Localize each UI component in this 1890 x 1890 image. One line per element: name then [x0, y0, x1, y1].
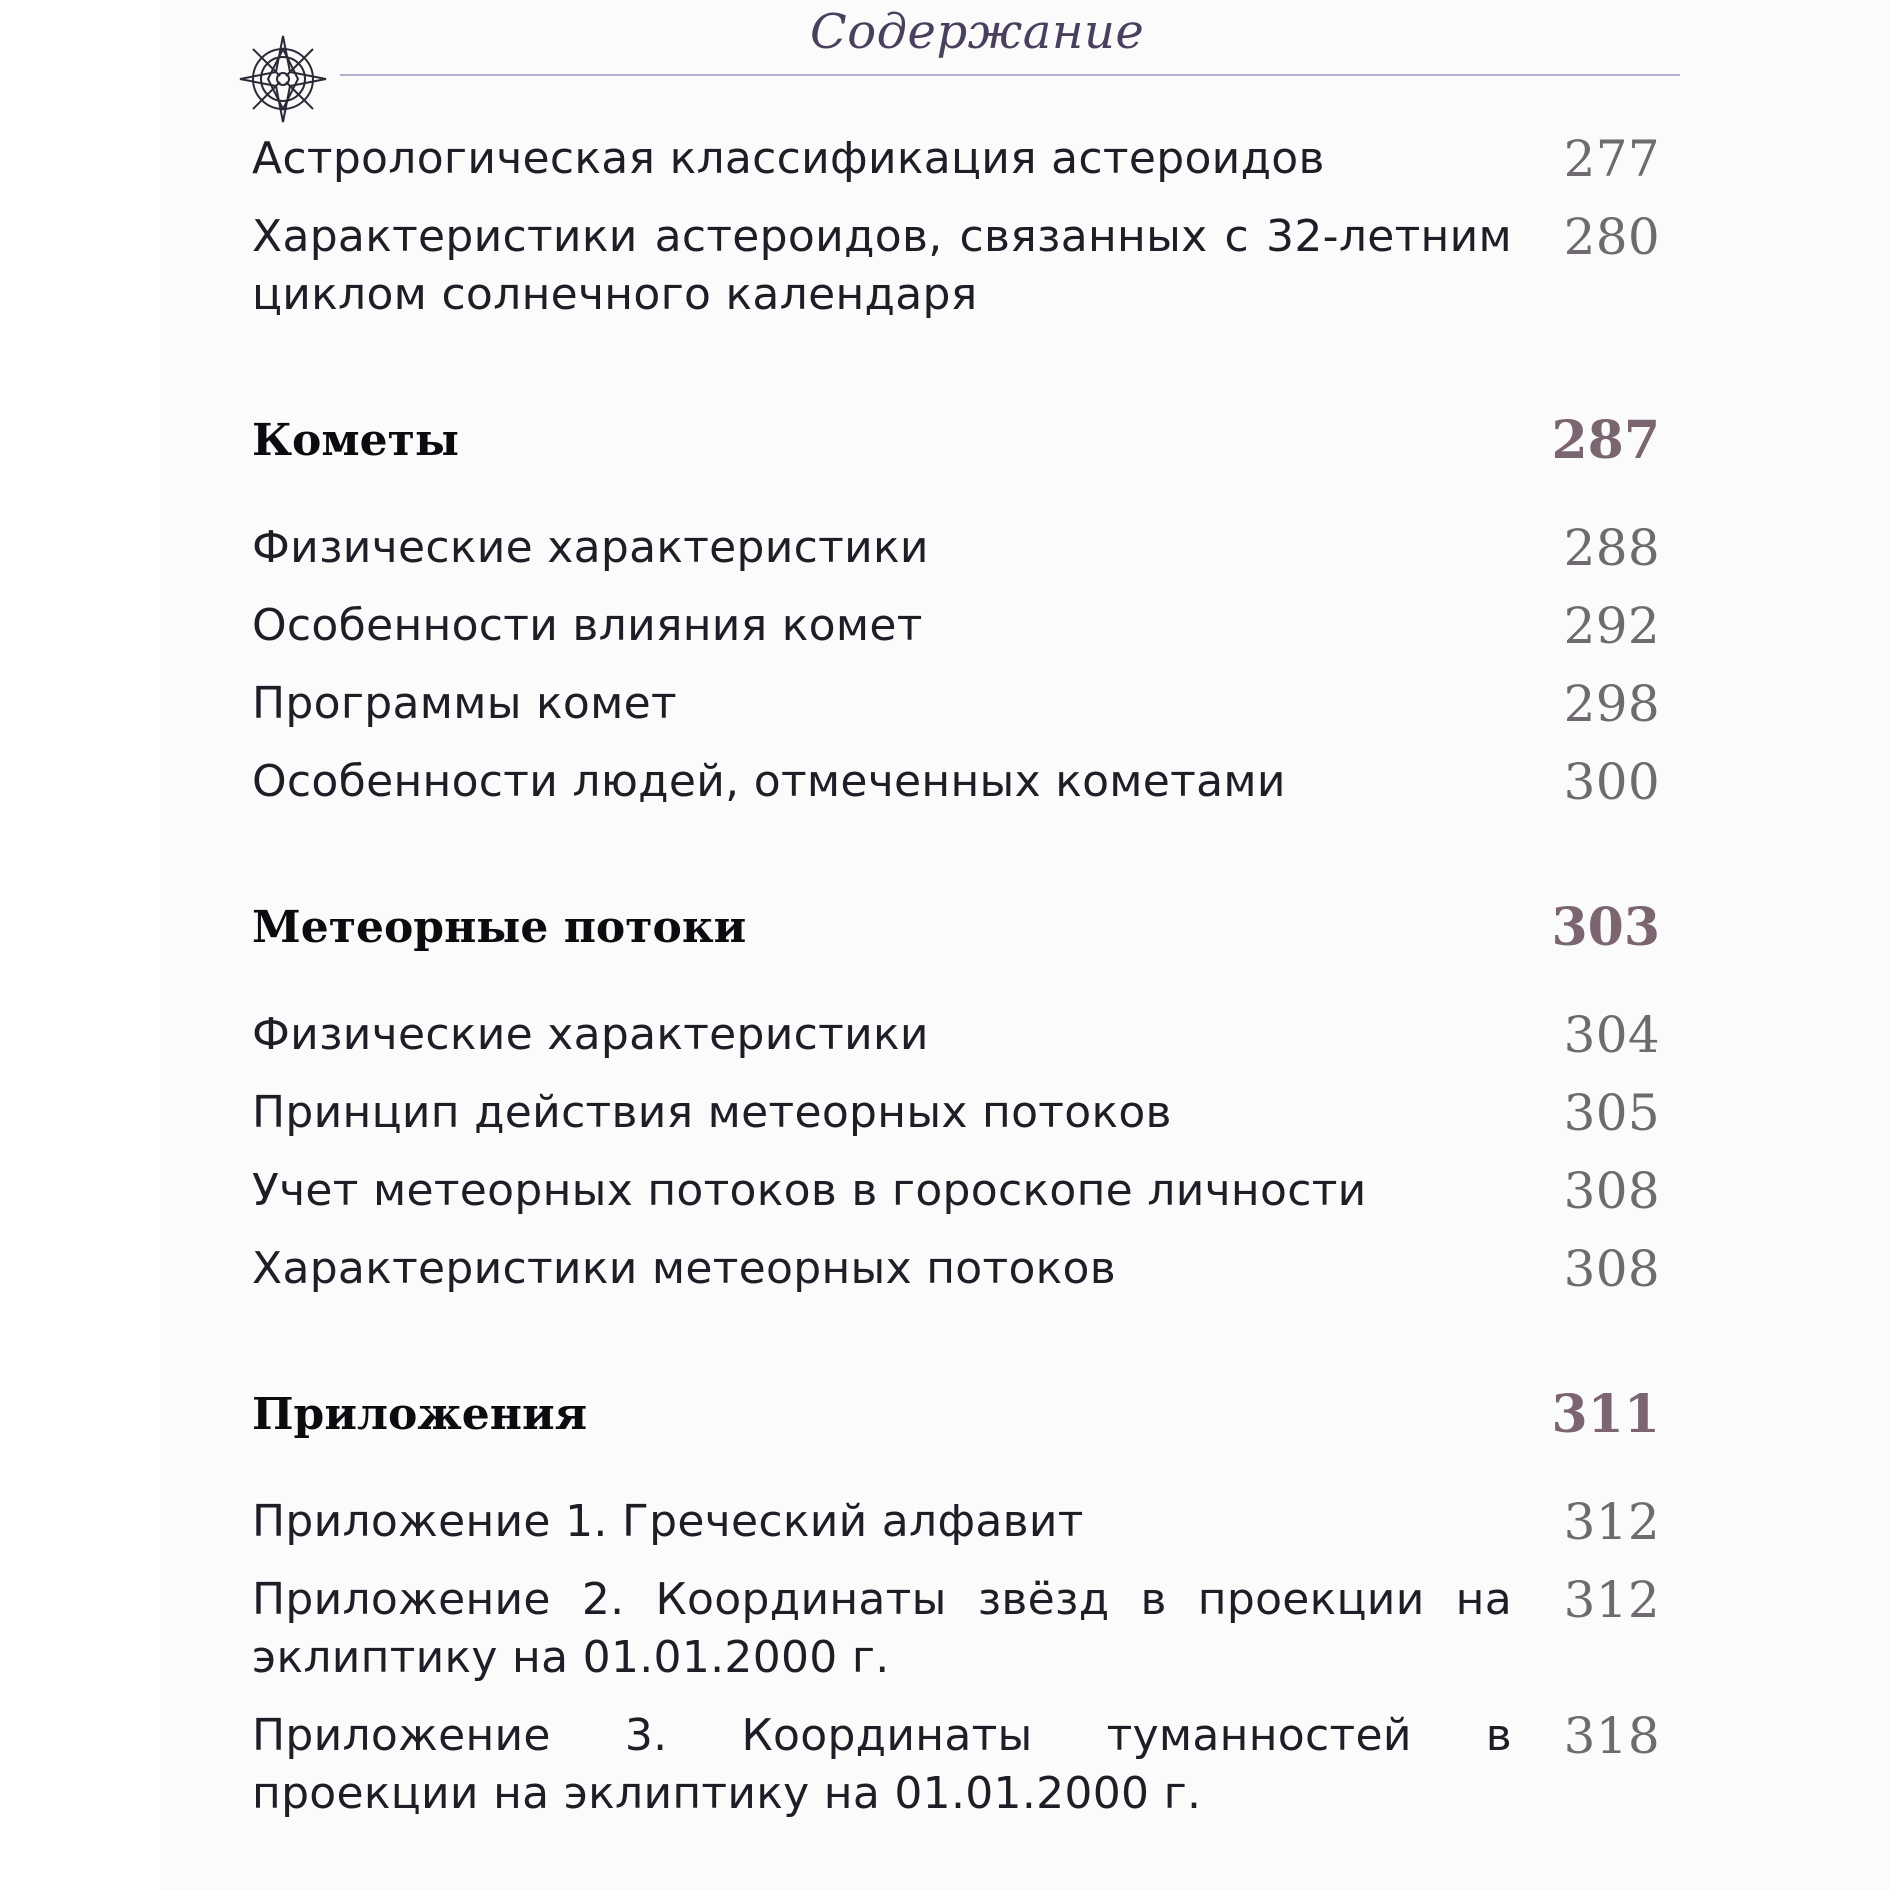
toc-entry-page: 288	[1563, 519, 1660, 577]
toc-entry-title: Физические характеристики	[252, 1009, 929, 1060]
toc-entry[interactable]	[252, 208, 1660, 324]
section-title: Метеорные потоки	[252, 902, 747, 953]
header-rule	[340, 74, 1680, 76]
toc-entry[interactable]	[252, 519, 1660, 577]
toc-entry-title: Программы комет	[252, 678, 677, 729]
toc-entry[interactable]	[252, 1006, 1660, 1064]
toc-entry-title: Приложение 1. Греческий алфавит	[252, 1496, 1084, 1547]
toc-section-heading[interactable]	[252, 410, 1660, 471]
toc-entry-page: 308	[1563, 1240, 1660, 1298]
section-page: 303	[1551, 897, 1660, 958]
toc-entry-title: Характеристики астероидов, связанных с 32-летним циклом солнечного календаря	[252, 211, 1512, 320]
toc-entry[interactable]	[252, 1571, 1660, 1687]
toc-entry-page: 312	[1563, 1493, 1660, 1551]
section-title: Приложения	[252, 1389, 588, 1440]
toc-section-heading[interactable]	[252, 897, 1660, 958]
toc-entry[interactable]	[252, 597, 1660, 655]
toc-entry[interactable]	[252, 130, 1660, 188]
toc-entry-page: 277	[1563, 130, 1660, 188]
toc-entry[interactable]	[252, 753, 1660, 811]
toc-entry-title: Физические характеристики	[252, 522, 929, 573]
toc-entry-title: Особенности людей, отмеченных кометами	[252, 756, 1286, 807]
toc-entry-page: 304	[1563, 1006, 1660, 1064]
section-page: 311	[1551, 1384, 1660, 1445]
section-title: Кометы	[252, 415, 459, 466]
toc-entry-page: 308	[1563, 1162, 1660, 1220]
toc-entry[interactable]	[252, 1707, 1660, 1823]
toc-entry-page: 292	[1563, 597, 1660, 655]
section-page: 287	[1551, 410, 1660, 471]
toc-entry[interactable]	[252, 1084, 1660, 1142]
toc-entry-page: 312	[1563, 1571, 1660, 1629]
toc-entry-title: Астрологическая классификация астероидов	[252, 133, 1325, 184]
toc-entry-title: Учет метеорных потоков в гороскопе личности	[252, 1165, 1367, 1216]
toc-entry[interactable]	[252, 1240, 1660, 1298]
toc-entry-title: Принцип действия метеорных потоков	[252, 1087, 1172, 1138]
table-of-contents	[252, 130, 1660, 1843]
running-head-title: Содержание	[810, 4, 1145, 60]
toc-entry-title: Особенности влияния комет	[252, 600, 923, 651]
toc-entry[interactable]	[252, 1162, 1660, 1220]
toc-entry-title: Приложение 2. Координаты звёзд в проекции на эклиптику на 01.01.2000 г.	[252, 1574, 1512, 1683]
toc-entry-title: Приложение 3. Координаты туманностей в проекции на эклиптику на 01.01.2000 г.	[252, 1710, 1512, 1819]
toc-entry[interactable]	[252, 1493, 1660, 1551]
toc-entry-page: 318	[1563, 1707, 1660, 1765]
toc-entry-page: 280	[1563, 208, 1660, 266]
toc-entry-title: Характеристики метеорных потоков	[252, 1243, 1116, 1294]
toc-section-heading[interactable]	[252, 1384, 1660, 1445]
toc-entry[interactable]	[252, 675, 1660, 733]
compass-rose-icon	[238, 34, 328, 124]
toc-entry-page: 300	[1563, 753, 1660, 811]
toc-entry-page: 298	[1563, 675, 1660, 733]
toc-entry-page: 305	[1563, 1084, 1660, 1142]
